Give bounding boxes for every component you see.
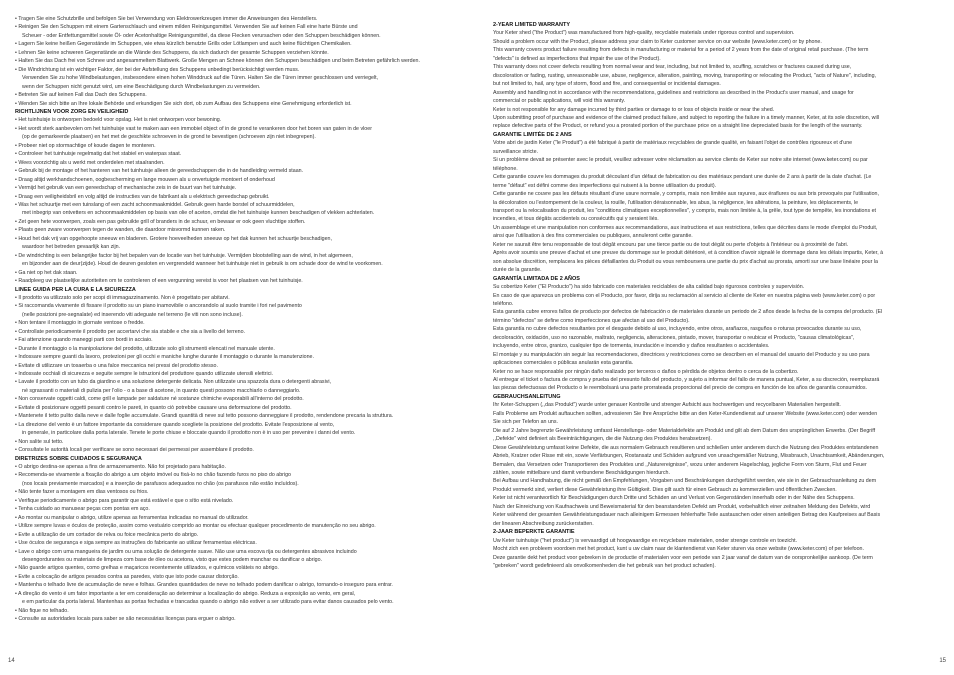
text-line: ,,Defekte" wird definiert als Beeinträchtigungen, die die Nutzung des Produktes herabsetzen). bbox=[493, 436, 712, 443]
text-line: • Evitate di utilizzare un tosaerba o una falce meccanica nei pressi del prodotto stesso. bbox=[15, 362, 218, 369]
text-line: • Halten Sie das Dach frei von Schnee und angesammeltem Blattwerk. Große Mengen an Schnee können den Schuppen beschädigen und beim Betreten gefährlich werden. bbox=[15, 58, 420, 65]
text-line: Keter is not responsible for any damage incurred by third parties or damage to or loss of objects inside or near the shed. bbox=[493, 106, 775, 113]
text-line: • Houd het dak vrij van opgehoopte sneeuw en bladeren. Grotere hoeveelheden sneeuw op het dak kunnen het schuurtje beschadigen, bbox=[15, 235, 332, 242]
text-line: Nach der Einreichung von Kaufnachweis und Beweismaterial für den beanstandeten Defekt am Produkt, vorbehaltlich einer zeitnahen Meldung des Defekts, wird bbox=[493, 503, 871, 510]
section-heading: 2-YEAR LIMITED WARRANTY bbox=[493, 22, 570, 28]
text-line: Si un problème devait se présenter avec le produit, veuillez adresser votre réclamation au service clients de Keter sur notre site internet (www.keter.com) ou par bbox=[493, 157, 868, 164]
page-number-right: 15 bbox=[939, 658, 946, 664]
text-line: met inbegrip van ontvetters en schoonmaakmiddelen op basis van olie of aceton, omdat die het tuinhuisje kunnen beschadigen of vlekken achterlaten. bbox=[22, 210, 375, 217]
text-line: • A direção do vento é um fator importante a ter em consideração ao determinar a localização do abrigo. Reduza a exposição ao vento, em geral, bbox=[15, 590, 356, 597]
text-line: in generale, in particolare dalla porta laterale. Tenete le porte chiuse e bloccate quando il prodotto non è in uso per prevenire i danni del vento. bbox=[22, 430, 356, 437]
text-line: • Non salite sul tetto. bbox=[15, 438, 64, 445]
text-line: • Evite a utilização de um cortador de relva ou foice mecânica perto do abrigo. bbox=[15, 531, 199, 538]
right-page bbox=[477, 0, 954, 675]
text-line: • Durante il montaggio o la manipolazione del prodotto, utilizzate solo gli strumenti elencati nel manuale utente. bbox=[15, 345, 275, 352]
text-line: • Indossare sempre guanti da lavoro, protezioni per gli occhi e maniche lunghe durante il montaggio o durante la manutenzione. bbox=[15, 354, 314, 361]
text-line: commercial or public applications, will void this warranty. bbox=[493, 98, 626, 105]
text-line: • Zet geen hete voorwerpen, zoals een pas gebruikte grill of branders in de schuur, en bewaar er ook geen vluchtige stoffen. bbox=[15, 218, 306, 225]
text-line: • Verifique periodicamente o abrigo para garantir que está estável e que o sítio está nivelado. bbox=[15, 497, 234, 504]
text-line: la décoloration ou l'estompement de la couleur, la rouille, l'utilisation déraisonnable, les abus, la négligence, les altérations, la peinture, les déplacements, le bbox=[493, 199, 859, 206]
text-line: zählen, sowie mittelbare und damit verbundene Beschädigungen hierdurch. bbox=[493, 470, 670, 477]
section-heading: LINEE GUIDA PER LA CURA E LA SICUREZZA bbox=[15, 286, 136, 293]
section-heading: GARANTIE LIMITÉE DE 2 ANS bbox=[493, 131, 572, 138]
text-line: Diese Gewährleistung umfasst keine Defekte, die aus normalem Gebrauch resultieren und schließen unter anderem durch die Nutzung des Produktes entstandenen bbox=[493, 444, 879, 451]
text-line: né sgrassanti o materiali di pulizia per l'olio - o a base di acetone, in quanto questi possono macchiarlo o danneggiarlo. bbox=[22, 387, 301, 394]
text-line: (op de gemarkeerde plaatsen) en het met de geschikte schroeven in de grond te bevestigen (schroeven zijn niet inbegrepen). bbox=[22, 134, 316, 141]
text-line: • Mantenha o telhado livre de acumulação de neve e folhas. Grandes quantidades de neve no telhado podem danificar o abrigo, tornando-o inseguro para entrar. bbox=[15, 582, 393, 589]
text-line: Ihr Keter-Schuppen (,,das Produkt") wurde unter genauer Kontrolle und strenger Aufsicht aus hochwertigen und recycelbaren Materialien hergestellt. bbox=[493, 402, 841, 409]
section-heading: DIRETRIZES SOBRE CUIDADOS E SEGURANÇA bbox=[15, 455, 142, 462]
text-line: • Betreten Sie auf keinen Fall das Dach des Schuppens. bbox=[15, 92, 147, 99]
text-line: • Vermijd het gebruik van een gereedschap of mechanische zeis in de buurt van het tuinhuisje. bbox=[15, 185, 237, 192]
text-line: • Use óculos de segurança e siga sempre as instruções do fabricante ao utilizar ferramentas eléctricas. bbox=[15, 540, 257, 547]
text-line: decoloración, oxidación, uso no razonable, maltrato, negligencia, alteraciones, pintado, mover, transportar o reubicar el Producto, "causas climatológicas", bbox=[493, 334, 855, 341]
text-line: durée de la garantie. bbox=[493, 267, 542, 274]
text-line: téléphone. bbox=[493, 165, 518, 172]
text-line: • Controleer het tuinhuisje regelmatig dat het stabiel en waterpas staat. bbox=[15, 151, 182, 158]
text-line: replace defective parts of the Product, or refund you a prorated portion of the purchase price on a straight line depreciated basis for the length of the warranty. bbox=[493, 123, 863, 130]
text-line: Die auf 2 Jahre begrenzte Gewährleistung umfasst Herstellungs- oder Materialdefekte am Produkt und gilt ab dem Datum des ursprünglichen Erwerbs. (Der Begriff bbox=[493, 427, 876, 434]
text-line: • Indossate occhiali di sicurezza e seguite sempre le istruzioni del produttore quando utilizzate utensili elettrici. bbox=[15, 371, 274, 378]
text-line: transport ou la relocalisation du produit, les "conditions climatiques exceptionnelles", y compris, mais non limitée à, la grêle, tout type de tempête, les inondations et bbox=[493, 207, 876, 214]
text-line: • Evite a colocação de artigos pesados contra as paredes, visto que isto pode causar distorção. bbox=[15, 573, 239, 580]
section-heading: RICHTLIJNEN VOOR ZORG EN VEILIGHEID bbox=[15, 108, 129, 115]
text-line: e em particular da porta lateral. Mantenhas as portas fechadas e trancadas quando o abrigo não estiver a ser utilizado para evitar danos causados pelo vento. bbox=[22, 599, 394, 606]
text-line: Un assemblage et une manipulation non conformes aux recommandations, aux instructions et aux restrictions, telles que décrites dans le mode d'emploi du Produit, bbox=[493, 224, 878, 231]
text-line: Your Keter shed ("the Product") was manufactured from high-quality, recyclable materials under rigorous control and supervision. bbox=[493, 30, 795, 37]
text-line: "gebreken" wordt gedefinieerd als onvolkomenheden die het gebruik van het product schaden). bbox=[493, 563, 716, 569]
text-line: This warranty does not cover defects resulting from normal wear and tear, including, but not limited to, scuffing, scratches or fractures caused during use, bbox=[493, 64, 852, 71]
text-line: Deze garantie dekt het product voor gebreken in de productie of materialen voor een periode van 2 jaar vanaf de datum van de oorspronkelijke aankoop. (De term bbox=[493, 554, 873, 561]
text-line: • Draag een veiligheidsbril en volg altijd de instructies van de fabrikant als u elektrisch gereedschap gebruikt. bbox=[15, 193, 270, 200]
text-line: • Plaats geen zware voorwerpen tegen de wanden, die daardoor misvormd kunnen raken. bbox=[15, 227, 226, 234]
text-line: This warranty covers product failure resulting from defects in manufacturing or material for a period of 2 years from the date of original retail purchase. (The term bbox=[493, 47, 869, 54]
text-line: Upon submitting proof of purchase and evidence of the claimed product failure, and subject to reporting the failure in a timely manner, Keter, at its sole discretion, will bbox=[493, 114, 880, 121]
text-line: • Non tentare il montaggio in giornate ventose o fredde. bbox=[15, 320, 145, 327]
text-line: • Probeer niet op stormachtige of koude dagen te monteren. bbox=[15, 142, 156, 149]
text-line: • Ao montar ou manipular o abrigo, utilize apenas as ferramentas indicadas no manual do utilizador. bbox=[15, 514, 249, 521]
text-line: • Mantenete il tetto pulito dalla neve e dalle foglie accumulate. Grandi quantità di neve sul tetto possono danneggiare il prodotto, rendendone precaria la struttura. bbox=[15, 413, 394, 420]
text-line: Assembly and handling not in accordance with the recommendations, guidelines and restrictions as described in the Product's user manual, and usage for bbox=[493, 89, 854, 96]
text-line: • Consulte as autoridades locais para saber se são necessárias licenças para erguer o abrigo. bbox=[15, 616, 236, 623]
text-line: Votre abri de jardin Keter ("le Produit") a été fabriqué à partir de matériaux recyclables de grande qualité, en faisant l'objet de contrôles rigoureux et d'une bbox=[493, 140, 853, 147]
text-line: Keter no se hace responsable por ningún daño realizado por terceros o daños o pérdida de objetos dentro o cerca de la cobertizo. bbox=[493, 368, 799, 375]
text-line: las piezas defectuosas del Producto o le reembolsará una parte prorrateada proporcional del precio de compra en función de los años de garantía consumidos. bbox=[493, 385, 867, 392]
text-line: Esta garantía cubre errores fallos de producto por defectos de fabricación o de materiales durante un periodo de 2 años desde la fecha de la compra del producto. (El bbox=[493, 309, 883, 316]
text-line: en bijzonder aan de deur(zijde). Houd de deuren gesloten en vergrendeld wanneer het tuinhuisje niet in gebruik is om schade door de wind te voorkomen. bbox=[22, 261, 383, 268]
section-heading: GARANTÍA LIMITADA DE 2 AÑOS bbox=[493, 275, 580, 282]
text-line: • Het wordt sterk aanbevolen om het tuinhuisje vast te maken aan een immobiel object of in de grond te verankeren door het boren van gaten in de vloer bbox=[15, 125, 372, 132]
text-line: • De windrichting is een belangrijke factor bij het bepalen van de locatie van het tuinhuisje. Vermijden blootstelling aan de wind, in het algemeen, bbox=[15, 252, 353, 259]
text-line: Should a problem occur with the Product, please address your claim to Keter customer service on our website (www.keter.com) or by phone. bbox=[493, 38, 822, 45]
text-line: wenn der Schuppen nicht genutzt wird, um eine Beschädigung durch Windbelastungen zu vermeiden. bbox=[22, 83, 261, 90]
text-line: • Draag altijd werkhandschoenen, oogbescherming en lange mouwen als u onvertuigde montoert of onderhoud bbox=[15, 176, 275, 183]
text-line: • O abrigo destina-se apenas a fins de armazenamento. Não foi projetado para habitação. bbox=[15, 464, 226, 471]
text-line: • Não fique no telhado. bbox=[15, 607, 69, 614]
text-line: son absolue discrétion, remplacera les pièces défaillantes du Produit ou vous remboursera une partie du prix d'achat au prorata, amorti sur une base linéaire pour la bbox=[493, 258, 878, 265]
text-line: surveillance stricte. bbox=[493, 148, 539, 155]
text-line: waardoor het betreden gevaarlijk kan zijn. bbox=[22, 244, 121, 251]
text-line: Verwenden Sie zu hohe Windbelastungen, insbesondere einen hohen Winddruck auf die Türen. Halten Sie die Türen immer geschlossen und verriegelt, bbox=[22, 75, 379, 82]
text-line: • Tragen Sie eine Schutzbrille und befolgen Sie bei Verwendung von Elektrowerkzeugen immer die Anweisungen des Herstellers. bbox=[15, 16, 318, 22]
care-safety-guidelines bbox=[15, 15, 461, 624]
text-line: • Non conservate oggetti caldi, come grill e lampade per saldature né sostanze chimiche evaporabili all'interno del prodotto. bbox=[15, 396, 304, 403]
page-number-left: 14 bbox=[8, 658, 15, 664]
text-line: aplicaciones comerciales o públicas anularán esta garantía. bbox=[493, 360, 634, 367]
text-line: • Evitate di posizionare oggetti pesanti contro le pareti, in quanto ciò potrebbe causare una deformazione del prodotto. bbox=[15, 404, 292, 411]
text-line: • Lavate il prodotto con un tubo da giardino e una soluzione detergente delicata. Non utilizzate una spazzola dura o detergenti abrasivi, bbox=[15, 379, 332, 386]
text-line: • La direzione del vento è un fattore importante da considerare quando scegliete la posizione del prodotto. Evitate l'esposizione al vento, bbox=[15, 421, 335, 428]
text-line: • Het tuinhuisje is ontworpen bedoeld voor opslag. Het is niet ontworpen voor bewoning. bbox=[15, 117, 222, 124]
text-line: • Não guarde artigos quentes, como grelhas e maçaricos recentemente utilizados, e químicos voláteis no abrigo. bbox=[15, 565, 279, 572]
text-line: Keter während der gesamten Gewährleistungsdauer nach alleinigem Ermessen fehlerhafte Teile austauschen oder einen anteiligen Betrag des Kaufpreises auf Basis bbox=[493, 512, 881, 519]
text-line: Falls Probleme am Produkt auftauchen sollten, adressieren Sie Ihre Ansprüche bitte an den Keter-Kundendienst auf unserer Website (www.keter.com) oder wenden bbox=[493, 410, 878, 417]
text-line: • Utilize sempre luvas e óculos de proteção, assim como vestuário comprido ao montar ou efectuar qualquer procedimento de manutenção no seu abrigo. bbox=[15, 523, 376, 530]
text-line: • Controllate periodicamente il prodotto per accertarvi che sia stabile e che sia a livello del terreno. bbox=[15, 328, 246, 335]
text-line: • Was het schuurtje met een tuinslang of een zacht schoonmaakmiddel. Gebruik geen harde borstel of schuurmiddelen, bbox=[15, 201, 295, 208]
text-line: • Wenden Sie sich bitte an Ihre lokale Behörde und erkundigen Sie sich dort, ob zum Aufbau des Schuppens eine Genehmigung erforderlich ist. bbox=[15, 100, 352, 107]
text-line: Keter ne saurait être tenu responsable de tout dégât encouru par une tierce partie ou de tout dégât ou perte d'objets à l'intérieur ou à proximité de l'abri. bbox=[493, 241, 849, 248]
text-line: terme "défaut" est défini comme des imperfections qui nuisent à la bonne utilisation du produit). bbox=[493, 182, 717, 189]
text-line: teléfono. bbox=[493, 300, 514, 307]
text-line: incluyendo, entre otros, granizo, cualquier tipo de tormenta, inundación e incendio y daños resultantes o accidentales. bbox=[493, 343, 770, 350]
text-line: • Consultate le autorità locali per verificare se sono necessari dei permessi per assemblare il prodotto. bbox=[15, 447, 254, 454]
section-heading: 2-JAAR BEPERKTE GARANTIE bbox=[493, 529, 575, 536]
text-line: • Raadpleeg uw plaatselijke autoriteiten om te controleren of een vergunning vereist is voor het plaatsen van het tuinhuisje. bbox=[15, 278, 303, 285]
text-line: der linearen Abschreibung zurückerstatten. bbox=[493, 520, 594, 527]
limited-warranty-text bbox=[493, 21, 939, 570]
text-line: Esta garantía no cubre defectos resultantes por el desgaste debido al uso, incluyendo, entre otros, arañazos, rasguños o roturas provocados durante su uso, bbox=[493, 326, 862, 333]
text-line: • Recomenda-se vivamente a fixação do abrigo a um objeto imóvel ou fixá-lo no chão fazendo furos no piso do abrigo bbox=[15, 472, 291, 479]
text-line: Produkt vermerkt sind, verliert diese Gewährleistung ihre Gültigkeit. Dies gilt auch für einen Gebrauch zu kommerziellen und öffentlichen Zwecken. bbox=[493, 486, 837, 493]
text-line: discoloration or fading, rusting, unreasonable use, abuse, negligence, alteration, painting, moving, transporting or relocating the Product, "acts of Nature", including, bbox=[493, 72, 877, 79]
text-line: (nelle posizioni pre-segnalate) ed inserendo viti adeguate nel terreno (le viti non sono incluse). bbox=[22, 311, 243, 318]
text-line: desengordurantes ou materiais de limpeza com base de óleo ou acetona, visto que estes podem manchar ou danificar o abrigo. bbox=[22, 557, 323, 563]
text-line: • Lehnen Sie keine schweren Gegenstände an die Wände des Schuppens, da sich dadurch der gesamte Schuppen verziehen könnte. bbox=[15, 49, 329, 56]
text-line: Uw Keter tuinhuisje ("het product") is vervaardigd uit hoogwaardige en recyclebare materialen, onder strenge controle en toezicht. bbox=[493, 537, 798, 544]
text-line: Bemalen, das Versetzen oder Transportieren des Produktes und ,,Naturereignisse", wozu unter anderem Hagelschlag, jegliche Form von Sturm, Flut und Feuer bbox=[493, 461, 867, 468]
text-line: Scheuer - oder Entfettungsmittel sowie Öl- oder Acetonhaltige Reinigungsmittel, da diese Flecken verursachen oder den Schuppen beschädigen können. bbox=[22, 32, 381, 39]
text-line: • Il prodotto va utilizzato solo per scopi di immagazzinamento. Non è progettato per abitarvi. bbox=[15, 294, 230, 301]
text-line: En caso de que aparezca un problema con el Producto, por favor, dirija su reclamación al servicio al cliente de Keter en nuestra página web (www.keter.com) o por bbox=[493, 292, 876, 299]
text-line: • Tenha cuidado ao manusear peças com pontas em aço. bbox=[15, 506, 150, 513]
text-line: but not limited to, hail, any type of storm, flood and fire, and consequential or incidental damages. bbox=[493, 81, 721, 88]
text-line: • Lagern Sie keine heißen Gegenstände im Schuppen, wie etwa kürzlich benutzte Grills oder Lötlampen und auch keine flüchtigen Chemikalien. bbox=[15, 41, 352, 48]
text-line: Keter ist nicht verantwortlich für Beschädigungen durch Dritte und Schäden an und Verlust von Gegenständen innerhalb oder in der Nähe des Schuppens. bbox=[493, 495, 855, 502]
text-line: Al entregar el ticket o factura de compra y prueba del presunto fallo del producto, y sujeto a informar del fallo de manera puntual, Keter, a su discreción, reemplazará bbox=[493, 377, 880, 384]
text-line: • Fai attenzione quando maneggi parti con bordi in acciaio. bbox=[15, 337, 153, 344]
text-line: • Ga niet op het dak staan. bbox=[15, 269, 78, 276]
text-line: Cette garantie ne couvre pas les défauts résultant d'une usure normale, y compris, mais non limitée aux rayures, aux éraflures ou aux bris provoqués par l'utilisation, bbox=[493, 191, 879, 198]
text-line: El montaje y su manipulación sin seguir las recomendaciones, directrices y restricciones como se describen en el manual del usuario del Producto y su uso para bbox=[493, 351, 870, 358]
text-line: Bei Aufbau und Handhabung, die nicht gemäß den Empfehlungen, Vorgaben und Beschränkungen durchgeführt werden, wie sie in der Gebrauchsanleitung zu dem bbox=[493, 478, 877, 485]
text-line: Abrieb, Kratzer oder Risse mit ein, sowie Verfärbungen, Rostansatz und Schäden aufgrund von unsachgemäßer Nutzung, Missbrauch, Unachtsamkeit, Abänderungen, bbox=[493, 453, 885, 460]
text-line: Cette garantie couvre les dommages du produit découlant d'un défaut de fabrication ou des matériaux pendant une durée de 2 ans à partir de la date d'achat. (Le bbox=[493, 174, 872, 181]
text-line: • Não tente fazer a montagem em dias ventosos ou frios. bbox=[15, 489, 149, 496]
text-line: • Die Windrichtung ist ein wichtiger Faktor, der bei der Aufstellung des Schuppens unbedingt berücksichtigt werden muss. bbox=[15, 66, 300, 73]
text-line: Sie sich per Telefon an uns. bbox=[493, 419, 558, 426]
text-line: (nos locais previamente marcados) e a inserção de parafusos adequados no chão (os parafusos não estão incluídos). bbox=[22, 480, 299, 487]
text-line: • Wees voorzichtig als u werkt met onderdelen met staalranden. bbox=[15, 159, 165, 166]
text-line: Su cobertizo Keter ("El Producto") ha sido fabricado con materiales reciclables de alta calidad bajo rigurosos controles y supervisión. bbox=[493, 284, 805, 291]
text-line: incendies, et tous dégâts accidentels ou consécutifs qui y seraient liés. bbox=[493, 216, 659, 223]
text-line: ainsi que l'utilisation à des fins commerciales ou publiques, annuleront cette garantie. bbox=[493, 233, 693, 240]
text-line: • Lave o abrigo com uma mangueira de jardim ou uma solução de detergente suave. Não use uma escova rija ou detergentes abrasivos incluindo bbox=[15, 548, 357, 555]
text-line: • Reinigen Sie den Schuppen mit einem Gartenschlauch und einem milden Reinigungsmittel. Verwenden Sie auf keinen Fall eine harte Bürste und bbox=[15, 24, 358, 31]
text-line: • Si raccomanda vivamente di fissare il prodotto su un piano inamovibile o ancorandolo al suolo tramite i fori nel pavimento bbox=[15, 303, 302, 310]
text-line: • Gebruik bij de montage of het hanteren van het tuinhuisje alleen de gereedschappen die in de handleiding vermeld staan. bbox=[15, 168, 304, 175]
text-line: Après avoir soumis une preuve d'achat et une preuve du dommage sur le produit détérioré, et à condition d'avoir signalé le dommage dans les délais impartis, Keter, à bbox=[493, 250, 884, 257]
section-heading: GEBRAUCHSANLEITUNG bbox=[493, 393, 561, 400]
text-line: "defects" is defined as imperfections that impair the use of the Product). bbox=[493, 55, 661, 62]
text-line: Mocht zich een probleem voordoen met het product, kunt u uw claim naar de klantendienst van Keter sturen via onze website (www.keter.com) of per telefoon. bbox=[493, 546, 864, 553]
text-line: término "defectos" se define como imperfecciones que afectan al uso del Producto). bbox=[493, 317, 690, 324]
